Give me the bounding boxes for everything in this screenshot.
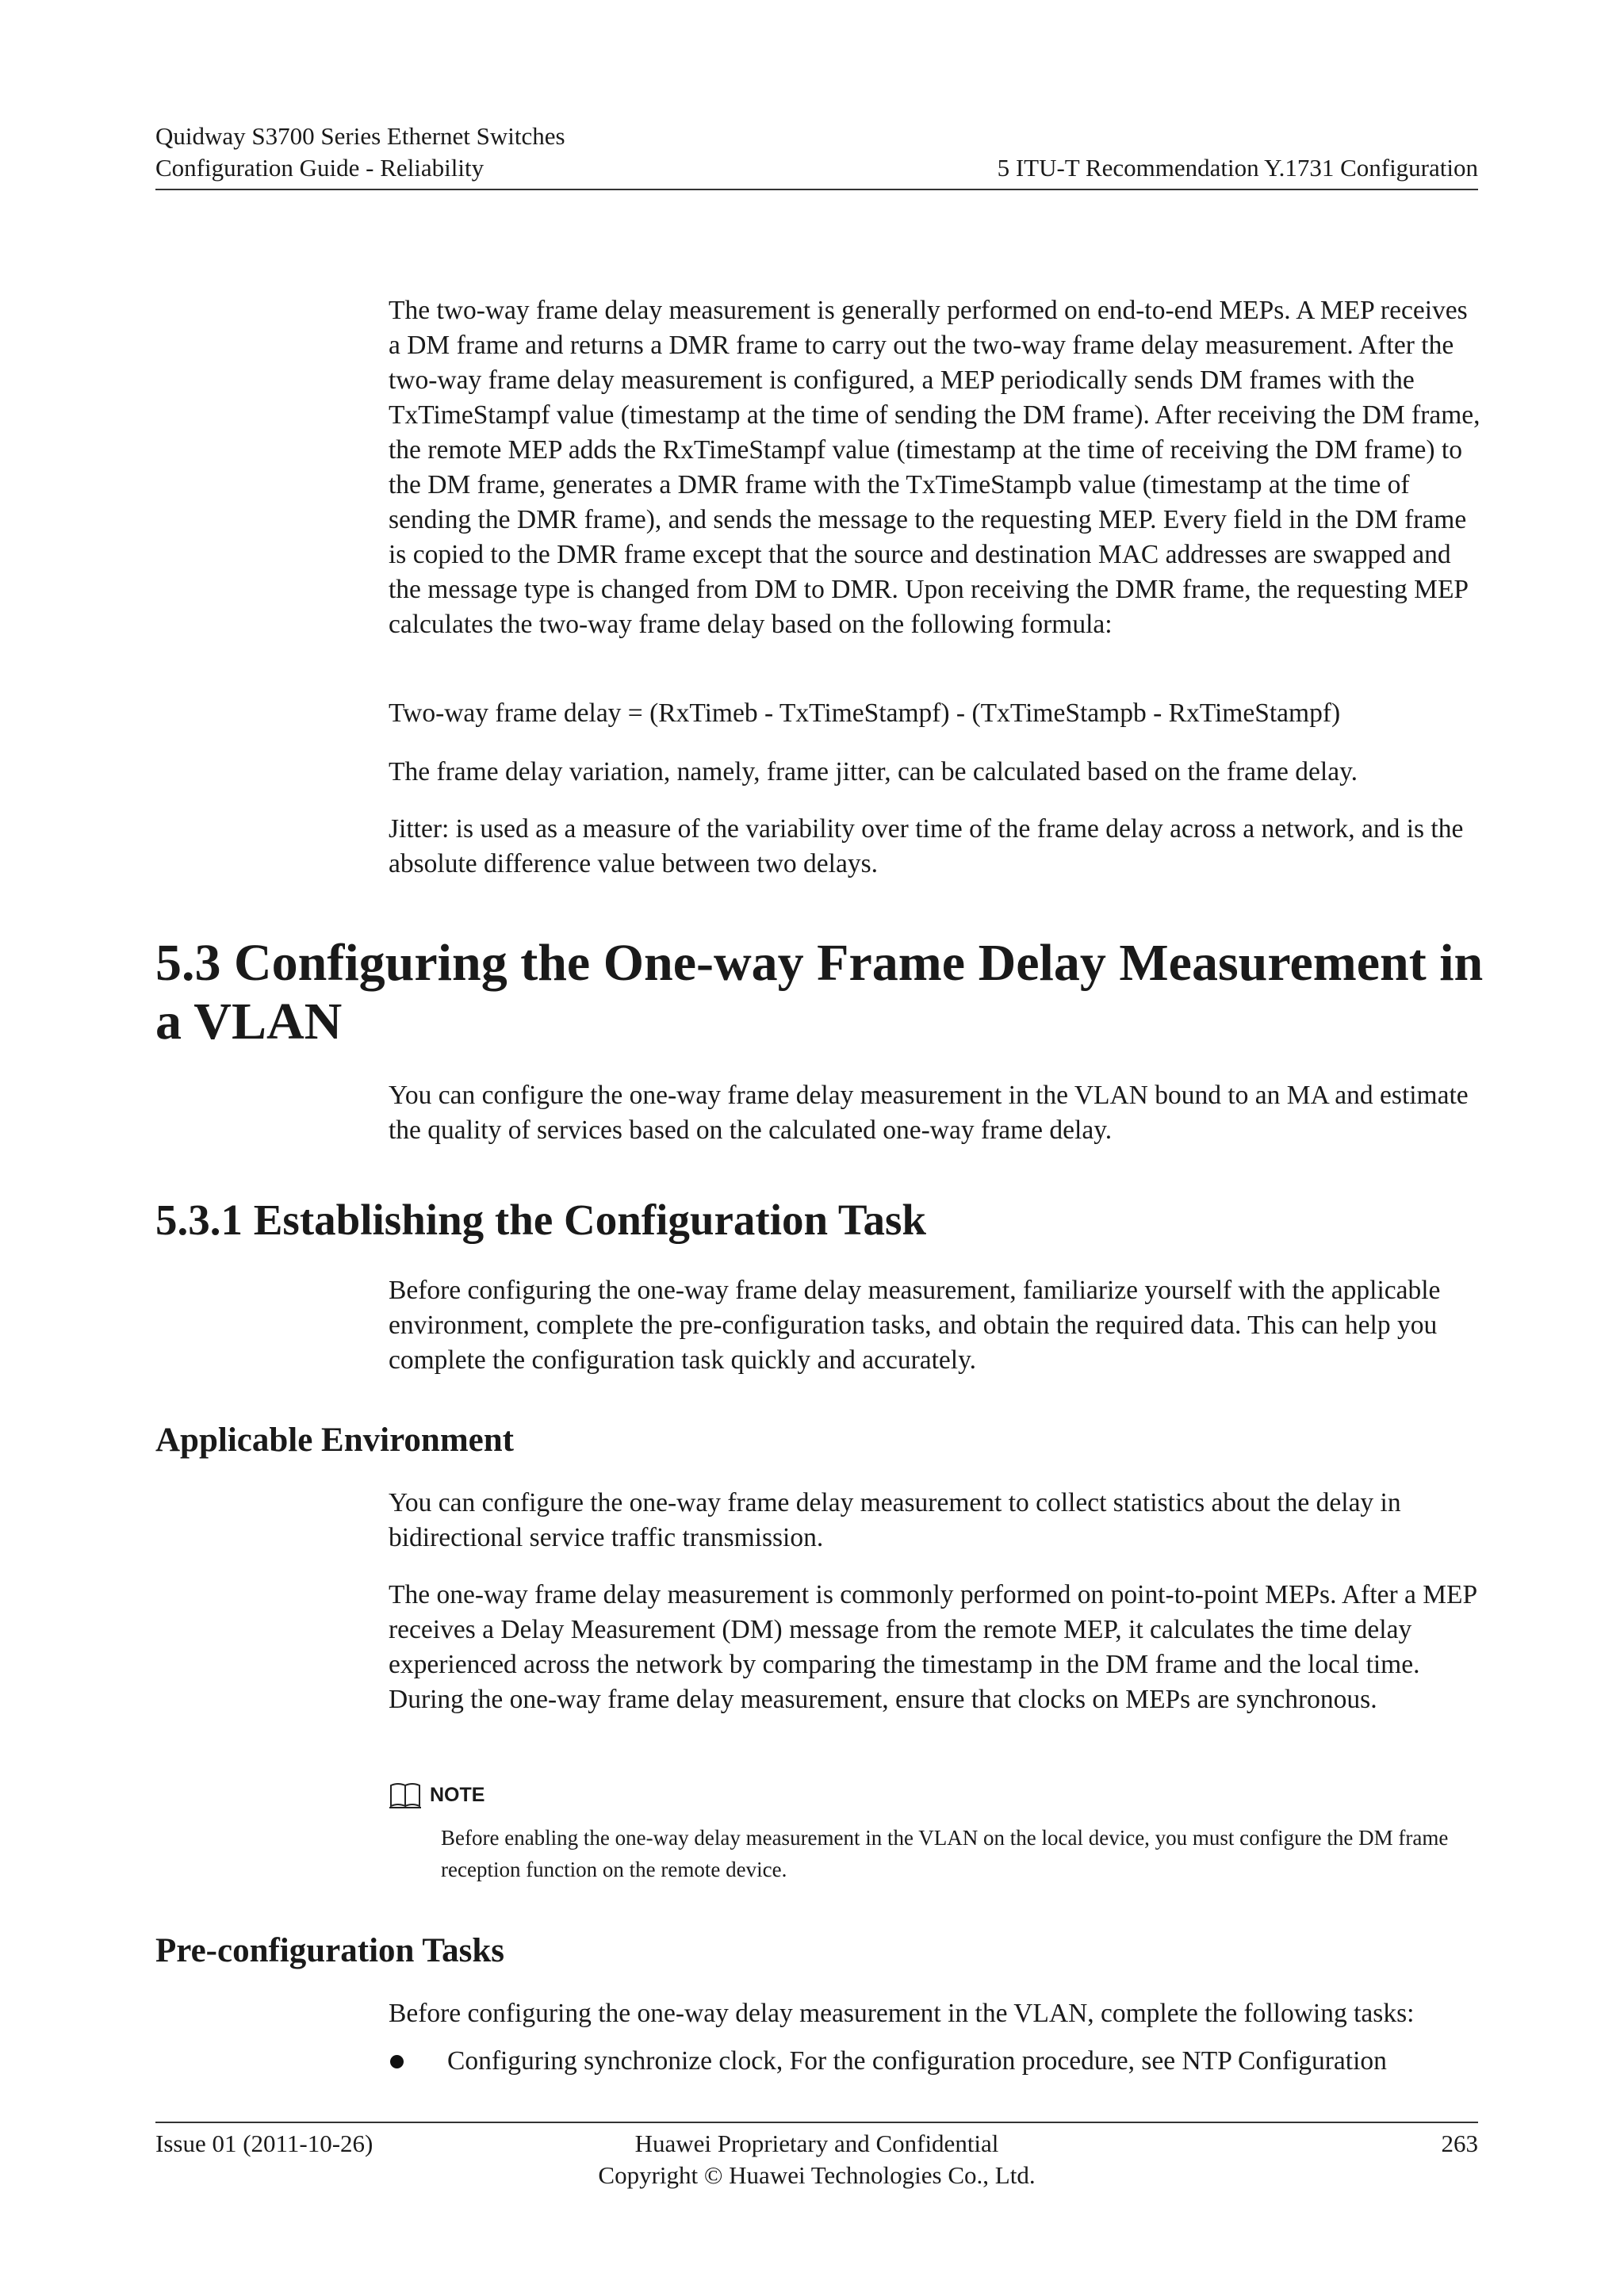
delay-formula: Two-way frame delay = (RxTimeb - TxTimeStampf) - (TxTimeStampb - RxTimeStampf) [389, 698, 1341, 728]
footer-copyright: Copyright © Huawei Technologies Co., Ltd. [598, 2161, 1036, 2189]
intro-paragraph-1: The two-way frame delay measurement is generally performed on end-to-end MEPs. A MEP receives a DM frame and returns a DMR frame to carry out the two-way frame delay measurement. After the two-way frame delay measurement is configured, a MEP periodically sends DM frames with the TxTimeStampf value (timestamp at the time of sending the DM frame). After receiving the DM frame, the remote MEP adds the RxTimeStampf value (timestamp at the time of receiving the DM frame) to the DM frame, generates a DMR frame with the TxTimeStampb value (timestamp at the time of sending the DMR frame), and sends the message to the requesting MEP. Every field in the DM frame is copied to the DMR frame except that the source and destination MAC addresses are swapped and the message type is changed from DM to DMR. Upon receiving the DMR frame, the requesting MEP calculates the two-way frame delay based on the following formula: [389, 296, 1480, 639]
footer-confidential: Huawei Proprietary and Confidential [634, 2130, 999, 2157]
bullet-icon [390, 2055, 404, 2068]
applicable-environment-title: Applicable Environment [155, 1422, 514, 1459]
header-product: Quidway S3700 Series Ethernet Switches [155, 122, 565, 150]
preconfiguration-tasks-title: Pre-configuration Tasks [155, 1932, 505, 1969]
page-number: 263 [1441, 2130, 1478, 2157]
note-text: Before enabling the one-way delay measurement in the VLAN on the local device, you must configure the DM frame reception function on the remote device. [441, 1826, 1449, 1881]
note-label: NOTE [430, 1783, 485, 1806]
intro-paragraph-3: Jitter: is used as a measure of the variability over time of the frame delay across a network, and is the absolute difference value between two delays. [389, 814, 1464, 878]
book-icon [389, 1781, 422, 1808]
section-5-3-1-description: Before configuring the one-way frame delay measurement, familiarize yourself with the applicable environment, complete the pre-configuration tasks, and obtain the required data. This can help you complete the configuration task quickly and accurately. [389, 1276, 1441, 1375]
header-chapter: 5 ITU-T Recommendation Y.1731 Configuration [997, 154, 1478, 182]
applicable-environment-paragraph-2: The one-way frame delay measurement is commonly performed on point-to-point MEPs. After a MEP receives a Delay Measurement (DM) message from the remote MEP, it calculates the time delay experienced across the network by comparing the timestamp in the DM frame and the local time. During the one-way frame delay measurement, ensure that clocks on MEPs are synchronous. [389, 1580, 1477, 1714]
intro-paragraph-2: The frame delay variation, namely, frame jitter, can be calculated based on the frame delay. [389, 757, 1358, 786]
section-5-3-1-title: 5.3.1 Establishing the Configuration Task [155, 1196, 926, 1244]
preconfiguration-tasks-intro: Before configuring the one-way delay measurement in the VLAN, complete the following tasks: [389, 1999, 1415, 2028]
header-guide: Configuration Guide - Reliability [155, 154, 485, 182]
list-item-text: Configuring synchronize clock, For the configuration procedure, see NTP Configuration [447, 2046, 1387, 2076]
note-header [389, 1779, 485, 1811]
applicable-environment-paragraph-1: You can configure the one-way frame delay measurement to collect statistics about the delay in bidirectional service traffic transmission. [389, 1488, 1401, 1552]
section-5-3-description: You can configure the one-way frame delay measurement in the VLAN bound to an MA and estimate the quality of services based on the calculated one-way frame delay. [389, 1081, 1469, 1145]
footer-issue: Issue 01 (2011-10-26) [155, 2130, 373, 2157]
page-footer [155, 2122, 1478, 2210]
section-5-3-title: 5.3 Configuring the One-way Frame Delay Measurement in a VLAN [155, 934, 1484, 1050]
page-header [155, 117, 1478, 190]
